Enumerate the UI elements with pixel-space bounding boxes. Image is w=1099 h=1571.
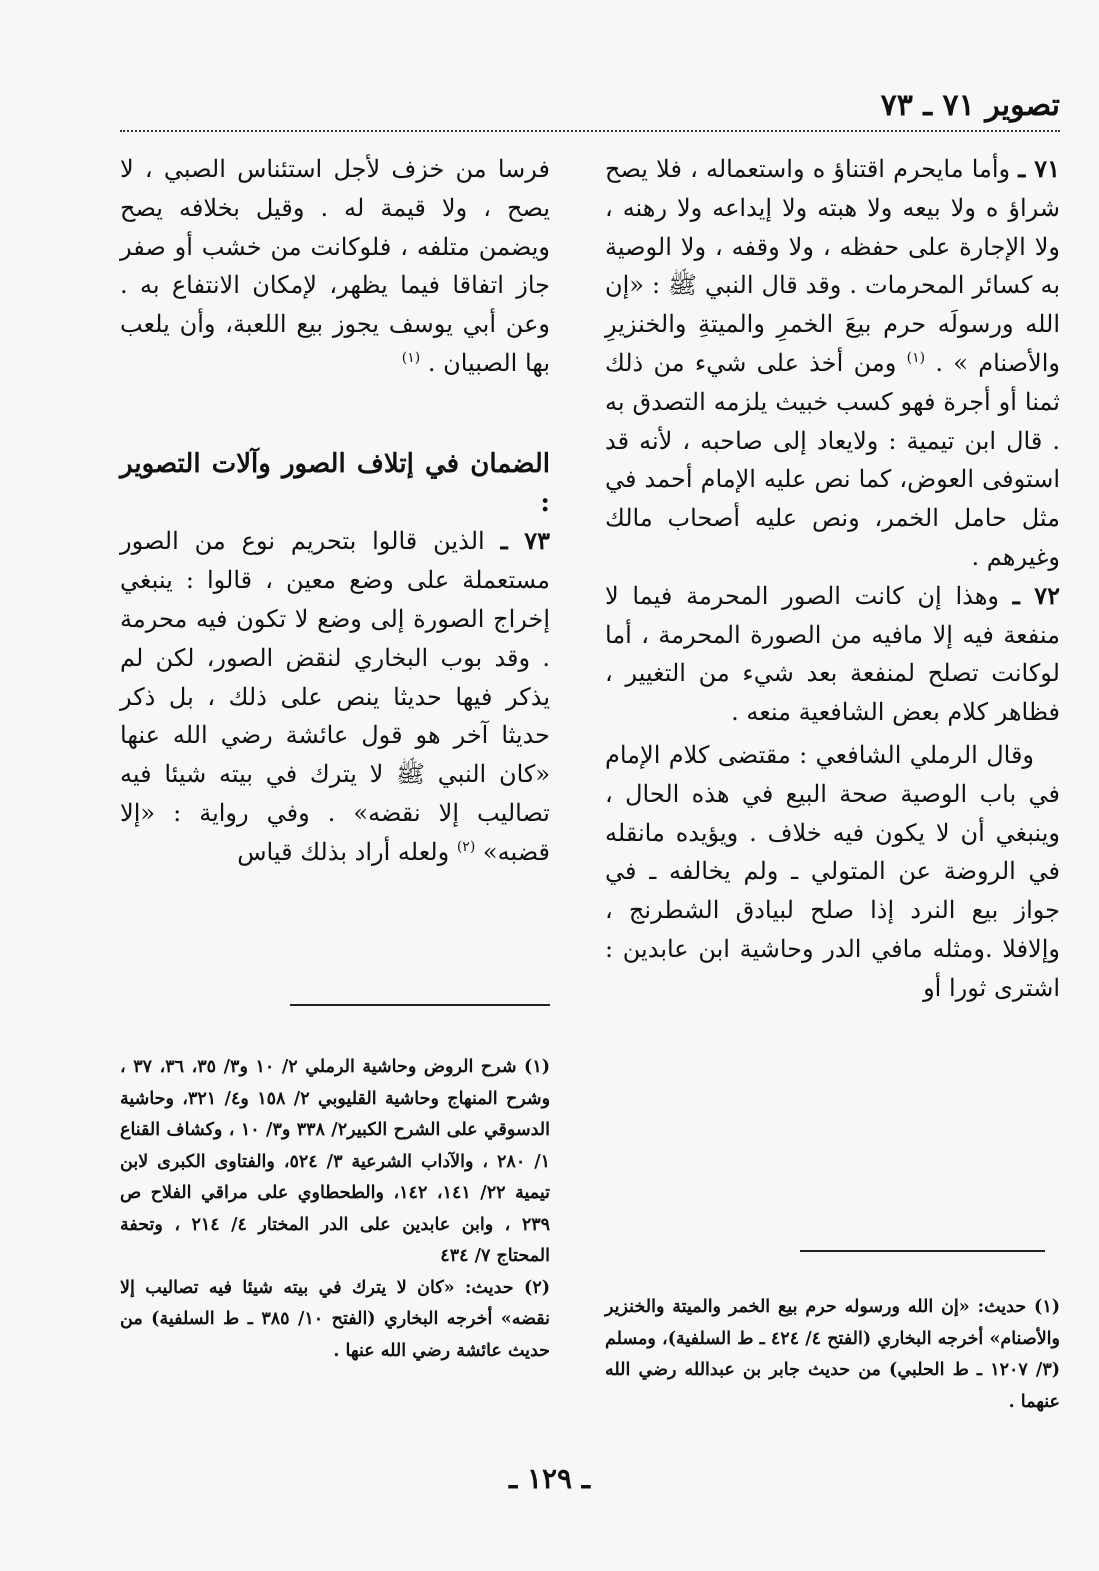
footnote-right-1: (١) حديث: «إن الله ورسوله حرم بيع الخمر والميتة والخنزير والأصنام» أخرجه البخاري (الفتح ٤/ ٤٢٤ ـ ط السلفية)، ومسلم (٣/ ١٢٠٧ ـ ط الحلبي) من حديث جابر بن عبدالله رضي الله عنهما . bbox=[605, 1297, 1061, 1412]
footnote-left-2: (٢) حديث: «كان لا يترك في بيته شيئا فيه تصاليب إلا نقضه» أخرجه البخاري (الفتح ١٠/ ٣٨٥ ـ ط السلفية) من حديث عائشة رضي الله عنها . bbox=[120, 1277, 551, 1361]
footnote-ref-1-left: (١) bbox=[401, 349, 421, 366]
paragraph-73 bbox=[120, 522, 550, 871]
paragraph-71-text: وأما مايحرم اقتناؤ ه واستعماله ، فلا يصح شراؤ ه ولا بيعه ولا هبته ولا إيداعه ولا رهنه ، ولا الإجارة على حفظه ، ولا وقفه ، ولا الوصية به كسائر المحرمات . وقد قال النبي ﷺ : «إن الله ورسولَه حرم بيعَ الخمرِ والميتةِ والخنزيرِ والأصنام » . bbox=[605, 155, 1060, 377]
paragraph-73-text-cont: ولعله أراد بذلك قياس bbox=[237, 837, 450, 866]
continuation-text: فرسا من خزف لأجل استئناس الصبي ، لا يصح ، ولا قيمة له . وقيل بخلافه يصح ويضمن متلفه ، فلوكانت من خشب أو صفر جاز اتفاقا فيما يظهر، لإمكان الانتفاع به . وعن أبي يوسف يجوز بيع اللعبة، وأن يلعب بها الصبيان . bbox=[120, 155, 550, 377]
footnotes-left bbox=[120, 1052, 550, 1367]
section-title: الضمان في إتلاف الصور وآلات التصوير : bbox=[120, 448, 550, 518]
paragraph-number-72: ٧٢ ـ bbox=[1012, 580, 1060, 610]
paragraph-72b-text: وقال الرملي الشافعي : مقتضى كلام الإمام في باب الوصية صحة البيع في هذه الحال ، وينبغي أن لا يكون فيه خلاف . ويؤيده مانقله في الروضة عن المتولي ـ ولم يخالفه ـ في جواز بيع النرد إذا صلح لبيادق الشطرنج ، وإلافلا .ومثله مافي الدر وحاشية ابن عابدين : اشترى ثورا أو bbox=[605, 740, 1060, 1002]
paragraph-73-text: الذين قالوا بتحريم نوع من الصور مستعملة على وضع معين ، قالوا : ينبغي إخراج الصورة إلى وضع لا تكون فيه محرمة . وقد بوب البخاري لنقض الصور، لكن لم يذكر فيها حديثا ينص على ذلك ، بل ذكر حديثا آخر هو قول عائشة رضي الله عنها «كان النبي ﷺ لا يترك في بيته شيئا فيه تصاليب إلا نقضه» . وفي رواية : «إلا قضبه» bbox=[120, 527, 550, 866]
paragraph-number-71: ٧١ ـ bbox=[1018, 154, 1060, 183]
footnote-ref-2: (٢) bbox=[456, 838, 476, 855]
paragraph-71-text-cont: ومن أخذ على شيء من ذلك ثمنا أو أجرة فهو كسب خبيث يلزمه التصدق به . قال ابن تيمية : ولايعاد إلى صاحبه ، لأنه قد استوفى العوض، كما نص عليه الإمام أحمد في مثل حامل الخمر، ونص عليه أصحاب مالك وغيرهم . bbox=[605, 348, 1060, 571]
page-header bbox=[120, 88, 1060, 128]
paragraph-72 bbox=[605, 577, 1060, 732]
paragraph-72-text: وهذا إن كانت الصور المحرمة فيما لا منفعة فيه إلا مافيه من الصورة المحرمة ، أما لوكانت تصلح لمنفعة بعد شيء من التغيير ، فظاهر كلام بعض الشافعية منعه . bbox=[605, 581, 1060, 727]
footnote-left-1: (١) شرح الروض وحاشية الرملي ٢/ ١٠ و٣/ ٣٥، ٣٦، ٣٧ ، وشرح المنهاج وحاشية القليوبي ٢/ ١٥٨ و٤/ ٣٢١، وحاشية الدسوقي على الشرح الكبير٢/ ٣٣٨ و٣/ ١٠ ، وكشاف القناع ١/ ٢٨٠ ، والآداب الشرعية ٣/ ٥٢٤، والفتاوى الكبرى لابن تيمية ٢٢/ ١٤١، ١٤٢، والطحطاوي على مراقي الفلاح ص ٢٣٩ ، وابن عابدين على الدر المختار ٤/ ٢١٤ ، وتحفة المحتاج ٧/ ٤٣٤ bbox=[120, 1057, 551, 1266]
footnote-divider-left bbox=[290, 1004, 550, 1006]
left-column bbox=[120, 150, 550, 872]
paragraph-continuation bbox=[120, 150, 550, 383]
paragraph-71 bbox=[605, 150, 1060, 577]
footnote-ref-1: (١) bbox=[906, 349, 926, 366]
header-divider bbox=[120, 130, 1060, 132]
footnote-divider-right bbox=[800, 1250, 1045, 1252]
footnotes-right bbox=[605, 1292, 1060, 1418]
paragraph-number-73: ٧٣ ـ bbox=[500, 526, 551, 556]
paragraph-72b bbox=[605, 736, 1060, 1008]
page-number: ـ ١٢٩ ـ bbox=[508, 1462, 591, 1495]
header-title: تصوير ٧١ ـ ٧٣ bbox=[880, 88, 1060, 123]
right-column bbox=[605, 150, 1060, 1008]
